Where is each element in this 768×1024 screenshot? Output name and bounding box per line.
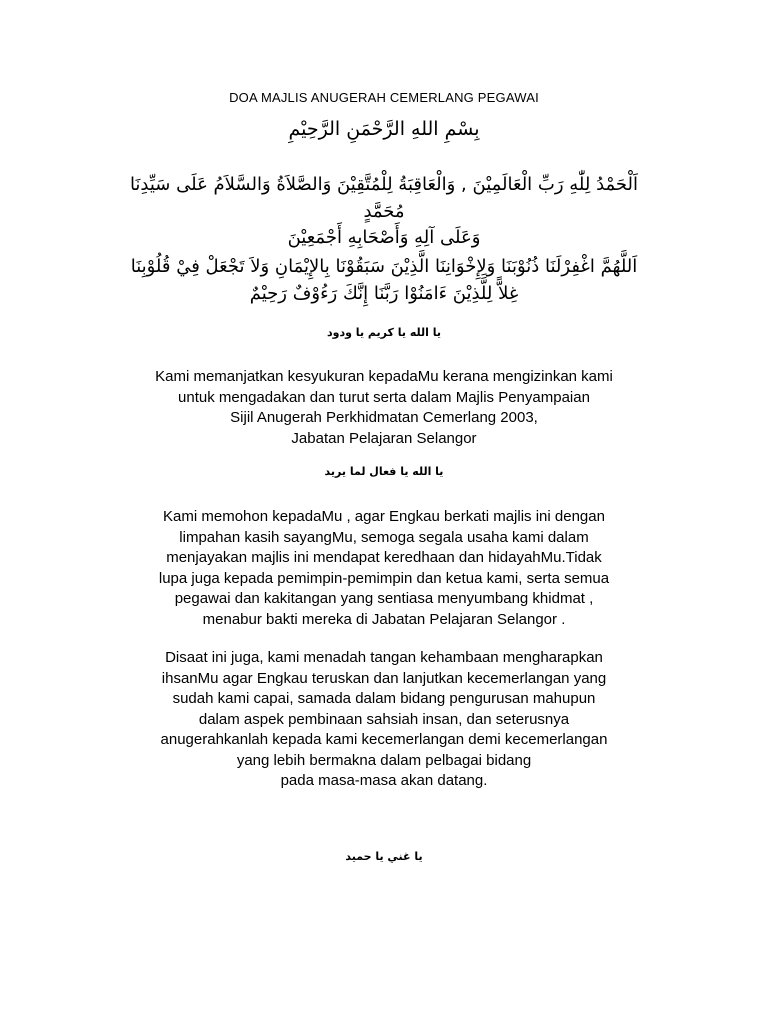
arabic-line-1: اَلْحَمْدُ لِلّٰهِ رَبِّ الْعَالَمِيْنَ , وَالْعَاقِبَةُ لِلْمُتَّقِيْنَ وَالصَّلاَةُ وَالسَّلاَمُ عَلَى سَيِّدِنَا bbox=[129, 174, 639, 195]
paragraph-2-line: lupa juga kepada pemimpin-pemimpin dan ketua kami, serta semua bbox=[158, 569, 610, 587]
arabic-line-4: اَللَّهُمَّ اغْفِرْلَنَا ذُنُوْبَنَا وَلِإِخْوَانِنَا الَّذِيْنَ سَبَقُوْنَا بِالإِيْمَانِ وَلاَ تَجْعَلْ فِيْ قُلُوْبِنَا bbox=[130, 256, 638, 277]
paragraph-3-line: ihsanMu agar Engkau teruskan dan lanjutkan kecemerlangan yang bbox=[161, 669, 607, 687]
paragraph-1 bbox=[80, 367, 688, 449]
paragraph-3-line: Disaat ini juga, kami menadah tangan kehambaan mengharapkan bbox=[165, 649, 603, 666]
paragraph-1-line: Jabatan Pelajaran Selangor bbox=[291, 429, 477, 447]
paragraph-3-line: sudah kami capai, samada dalam bidang pengurusan mahupun bbox=[172, 690, 596, 707]
paragraph-2-line: pegawai dan kakitangan yang sentiasa menyumbang khidmat , bbox=[174, 590, 594, 607]
paragraph-2-line: menabur bakti mereka di Jabatan Pelajaran Selangor . bbox=[202, 610, 566, 628]
paragraph-3 bbox=[80, 648, 688, 792]
paragraph-1-line: Kami memanjatkan kesyukuran kepadaMu kerana mengizinkan kami bbox=[155, 368, 613, 385]
paragraph-2 bbox=[80, 507, 688, 630]
paragraph-1-line: Sijil Anugerah Perkhidmatan Cemerlang 2003, bbox=[230, 409, 538, 426]
arabic-line-2: مُحَمَّدٍ bbox=[363, 201, 405, 222]
paragraph-2-line: menjayakan majlis ini mendapat keredhaan dan hidayahMu.Tidak bbox=[166, 549, 602, 566]
paragraph-2-line: limpahan kasih sayangMu, semoga segala usaha kami dalam bbox=[179, 528, 589, 546]
invocation-1: يا الله يا كريم يا ودود bbox=[327, 326, 441, 339]
paragraph-2-line: Kami memohon kepadaMu , agar Engkau berkati majlis ini dengan bbox=[163, 508, 605, 525]
document-title: DOA MAJLIS ANUGERAH CEMERLANG PEGAWAI bbox=[229, 90, 539, 105]
paragraph-3-line: anugerahkanlah kepada kami kecemerlangan demi kecemerlangan bbox=[160, 731, 608, 748]
paragraph-3-line: yang lebih bermakna dalam pelbagai bidang bbox=[236, 751, 532, 769]
invocation-3: يا غني يا حميد bbox=[345, 850, 423, 863]
paragraph-1-line: untuk mengadakan dan turut serta dalam Majlis Penyampaian bbox=[178, 388, 590, 406]
basmalah: بِسْمِ اللهِ الرَّحْمَنِ الرَّحِيْمِ bbox=[288, 118, 480, 140]
paragraph-3-line: pada masa-masa akan datang. bbox=[280, 772, 488, 789]
arabic-line-5: غِلاًّ لِلَّذِيْنَ ءَامَنُوْا رَبَّنَا إِنَّكَ رَءُوْفٌ رَحِيْمٌ bbox=[249, 283, 519, 304]
paragraph-3-line: dalam aspek pembinaan sahsiah insan, dan seterusnya bbox=[198, 710, 570, 728]
invocation-2: يا الله يا فعال لما يريد bbox=[324, 465, 444, 478]
arabic-line-3: وَعَلَى آلِهِ وَأَصْحَابِهِ أَجْمَعِيْنَ bbox=[287, 227, 481, 248]
